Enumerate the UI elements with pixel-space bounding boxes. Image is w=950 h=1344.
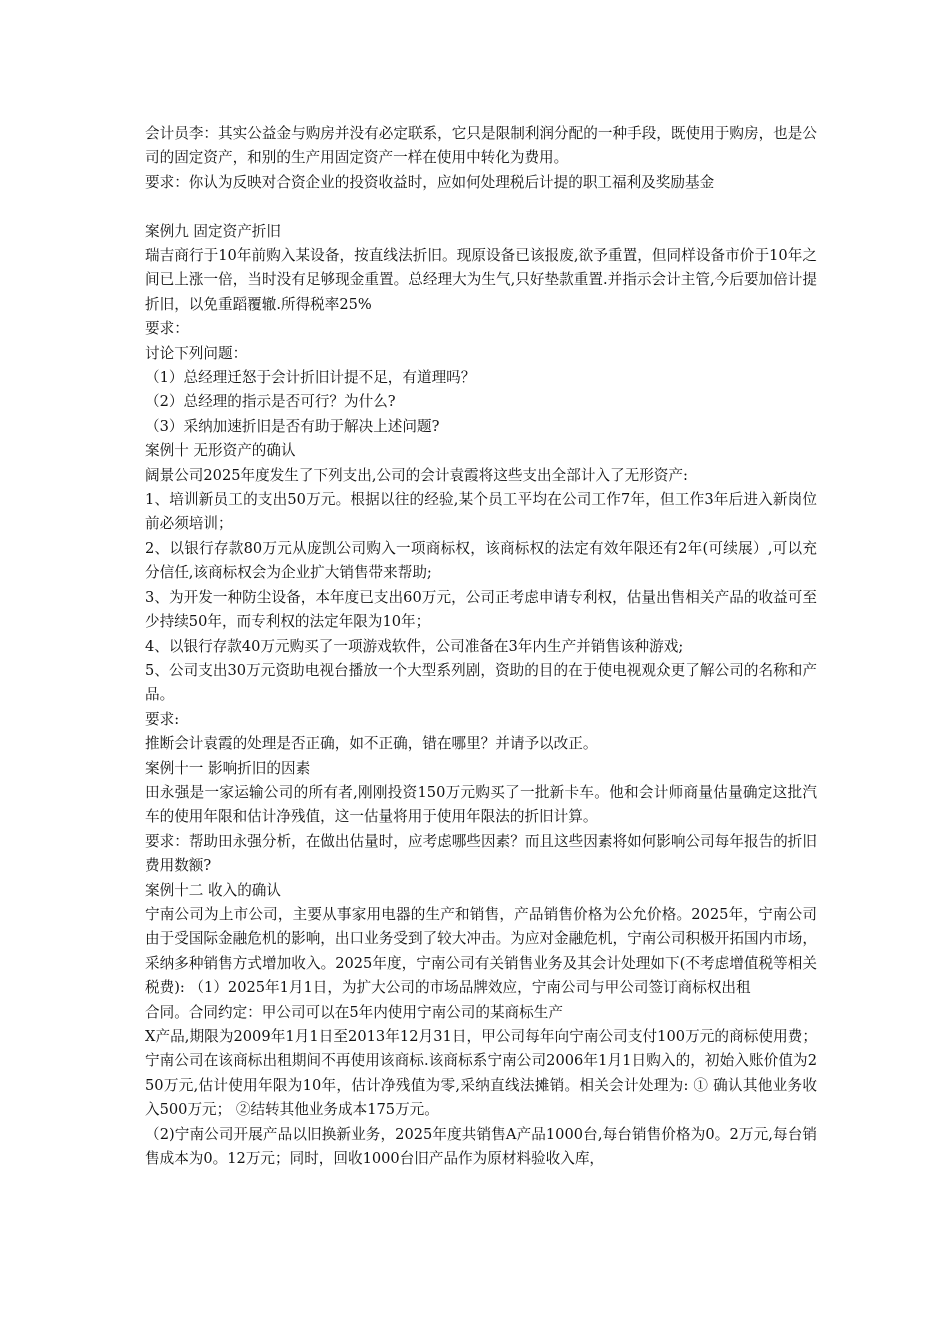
case-12-trade-in-business: （2)宁南公司开展产品以旧换新业务，2025年度共销售A产品1000台,每台销售价格为0。2万元,每台销售成本为0。12万元；同时，回收1000台旧产品作为原材料验收入库， — [145, 1125, 817, 1168]
case-10-requirement-label: 要求: — [145, 710, 180, 728]
document-body — [145, 122, 817, 1171]
case-12-body: 宁南公司为上市公司，主要从事家用电器的生产和销售，产品销售价格为公允价格。2025年，宁南公司由于受国际金融危机的影响，出口业务受到了较大冲击。为应对金融危机，宁南公司积极开拓国内市场，采纳多种销售方式增加收入。2025年度，宁南公司有关销售业务及其会计处理如下(不考虑增值税等相关税费): （1）2025年1月1日，为扩大公司的市场品牌效应，宁南公司与甲公司签订商标权出租 — [145, 905, 817, 997]
case-10-item-4: 4、以银行存款40万元购买了一项游戏软件，公司准备在3年内生产并销售该种游戏; — [145, 637, 684, 655]
case-9-question-3: （3）采纳加速折旧是否有助于解决上述问题? — [145, 417, 440, 435]
case-10-item-3: 3、为开发一种防尘设备，本年度已支出60万元，公司正考虑申请专利权，估量出售相关产品的收益可至少持续50年，而专利权的法定年限为10年； — [145, 588, 817, 631]
case-10-item-2: 2、以银行存款80万元从庞凯公司购入一项商标权，该商标权的法定有效年限还有2年(可续展）,可以充分信任,该商标权会为企业扩大销售带来帮助; — [145, 539, 817, 582]
paragraph-public-fund-explanation: 会计员李：其实公益金与购房并没有必定联系，它只是限制利润分配的一种手段，既使用于购房，也是公司的固定资产，和别的生产用固定资产一样在使用中转化为费用。 — [145, 125, 817, 167]
case-12-contract-line: 合同。合同约定：甲公司可以在5年内使用宁南公司的某商标生产 — [145, 1003, 563, 1021]
case-11-heading: 案例十一 影响折旧的因素 — [145, 759, 311, 777]
paragraph-spacer — [145, 195, 817, 219]
case-10-item-5: 5、公司支出30万元资助电视台播放一个大型系列剧，资助的目的在于使电视观众更了解公司的名称和产品。 — [145, 661, 817, 704]
case-9-heading: 案例九 固定资产折旧 — [145, 222, 281, 240]
case-11-requirement: 要求：帮助田永强分析，在做出估量时，应考虑哪些因素？而且这些因素将如何影响公司每年报告的折旧费用数额? — [145, 832, 817, 875]
case-9-question-1: （1）总经理迁怒于会计折旧计提不足，有道理吗？ — [145, 369, 476, 387]
paragraph-requirement-welfare-fund: 要求：你认为反映对合资企业的投资收益时，应如何处理税后计提的职工福利及奖励基金 — [145, 173, 715, 191]
case-10-requirement: 推断会计袁霞的处理是否正确，如不正确，错在哪里？并请予以改正。 — [145, 735, 598, 753]
case-10-item-1: 1、培训新员工的支出50万元。根据以往的经验,某个员工平均在公司工作7年，但工作3年后进入新岗位前必须培训； — [145, 491, 817, 533]
case-12-heading: 案例十二 收入的确认 — [145, 881, 281, 899]
case-9-question-2: （2）总经理的指示是否可行？为什么? — [145, 393, 396, 411]
case-12-trademark-details: X产品,期限为2009年1月1日至2013年12月31日，甲公司每年向宁南公司支付100万元的商标使用费；宁南公司在该商标出租期间不再使用该商标.该商标系宁南公司2006年1月1日购入的，初始入账价值为250万元,估计使用年限为10年，估计净残值为零,采纳直线法摊销。相关会计处理为: ① 确认其他业务收入500万元； ②结转其他业务成本175万元。 — [145, 1028, 817, 1119]
case-11-body: 田永强是一家运输公司的所有者,刚刚投资150万元购买了一批新卡车。他和会计师商量估量确定这批汽车的使用年限和估计净残值，这一估量将用于使用年限法的折旧计算。 — [145, 783, 817, 826]
case-9-requirement-label: 要求： — [145, 320, 189, 338]
case-10-intro: 阔景公司2025年度发生了下列支出,公司的会计袁霞将这些支出全部计入了无形资产: — [145, 466, 688, 484]
case-10-heading: 案例十 无形资产的确认 — [145, 442, 296, 460]
case-9-body: 瑞吉商行于10年前购入某设备，按直线法折旧。现原设备已该报废,欲予重置，但同样设备市价于10年之间已上涨一倍，当时没有足够现金重置。总经理大为生气,只好垫款重置.并指示会计主管,今后要加倍计提折旧，以免重蹈覆辙.所得税率25% — [145, 247, 817, 313]
case-9-discussion-label: 讨论下列问题： — [145, 344, 248, 362]
